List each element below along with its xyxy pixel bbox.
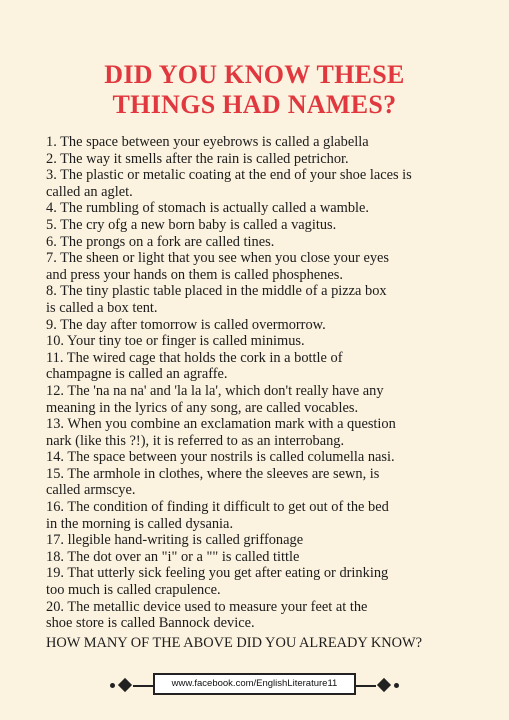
fact-item [46, 317, 476, 334]
fact-line: 17. llegible hand-writing is called griffonage [46, 532, 304, 549]
fact-line: 9. The day after tomorrow is called overmorrow. [46, 316, 326, 333]
fact-item [46, 350, 476, 383]
footer-ornament [0, 672, 509, 702]
fact-line: called armscye. [46, 482, 136, 499]
title-line-1: DID YOU KNOW THESE [104, 60, 405, 89]
fact-line: 8. The tiny plastic table placed in the middle of a pizza box [46, 283, 387, 300]
fact-line: and press your hands on them is called phosphenes. [46, 266, 343, 283]
fact-line: 12. The 'na na na' and 'la la la', which don't really have any [46, 382, 384, 399]
fact-line: 16. The condition of finding it difficult to get out of the bed [46, 499, 389, 516]
ornament-diamond-icon [377, 678, 391, 692]
fact-line: 14. The space between your nostrils is called columella nasi. [46, 449, 395, 466]
fact-item [46, 599, 476, 632]
fact-item [46, 167, 476, 200]
title-line-2: THINGS HAD NAMES? [112, 90, 397, 119]
fact-item [46, 333, 476, 350]
closing-question: HOW MANY OF THE ABOVE DID YOU ALREADY KNOW? [46, 635, 422, 651]
fact-item [46, 234, 476, 251]
fact-line: called an aglet. [46, 183, 133, 200]
fact-item [46, 499, 476, 532]
fact-line: 15. The armhole in clothes, where the sleeves are sewn, is [46, 465, 380, 482]
fact-line: shoe store is called Bannock device. [46, 615, 255, 632]
fact-item [46, 549, 476, 566]
fact-item [46, 283, 476, 316]
fact-line: 10. Your tiny toe or finger is called minimus. [46, 333, 305, 350]
fact-line: too much is called crapulence. [46, 582, 221, 599]
fact-line: 6. The prongs on a fork are called tines. [46, 233, 275, 250]
fact-item [46, 134, 476, 151]
facebook-url-link[interactable]: www.facebook.com/EnglishLiterature11 [153, 673, 356, 695]
page-title [0, 60, 509, 120]
fact-item [46, 416, 476, 449]
fact-item [46, 200, 476, 217]
ornament-dot-icon [110, 683, 115, 688]
fact-item [46, 565, 476, 598]
ornament-dot-icon [394, 683, 399, 688]
fact-item [46, 466, 476, 499]
fact-line: nark (like this ?!), it is referred to as an interrobang. [46, 432, 345, 449]
fact-line: in the morning is called dysania. [46, 515, 234, 532]
fact-line: 3. The plastic or metalic coating at the end of your shoe laces is [46, 167, 412, 184]
fact-line: meaning in the lyrics of any song, are called vocables. [46, 399, 359, 416]
fact-line: 7. The sheen or light that you see when you close your eyes [46, 250, 390, 267]
fact-item [46, 383, 476, 416]
fact-line: 4. The rumbling of stomach is actually called a wamble. [46, 200, 370, 217]
facts-list [46, 134, 476, 632]
fact-line: 5. The cry ofg a new born baby is called a vagitus. [46, 216, 337, 233]
fact-line: 13. When you combine an exclamation mark with a question [46, 416, 396, 433]
fact-item [46, 217, 476, 234]
fact-item [46, 449, 476, 466]
fact-item [46, 250, 476, 283]
fact-line: 20. The metallic device used to measure your feet at the [46, 598, 368, 615]
ornament-line [356, 685, 376, 687]
fact-line: 2. The way it smells after the rain is called petrichor. [46, 150, 349, 167]
fact-line: 1. The space between your eyebrows is called a glabella [46, 134, 369, 150]
ornament-line [133, 685, 153, 687]
fact-line: 18. The dot over an "i" or a "" is called tittle [46, 548, 300, 565]
fact-item [46, 151, 476, 168]
fact-line: is called a box tent. [46, 299, 158, 316]
fact-line: 19. That utterly sick feeling you get after eating or drinking [46, 565, 389, 582]
fact-item [46, 532, 476, 549]
fact-line: champagne is called an agraffe. [46, 366, 228, 383]
fact-line: 11. The wired cage that holds the cork in a bottle of [46, 349, 343, 366]
ornament-diamond-icon [118, 678, 132, 692]
